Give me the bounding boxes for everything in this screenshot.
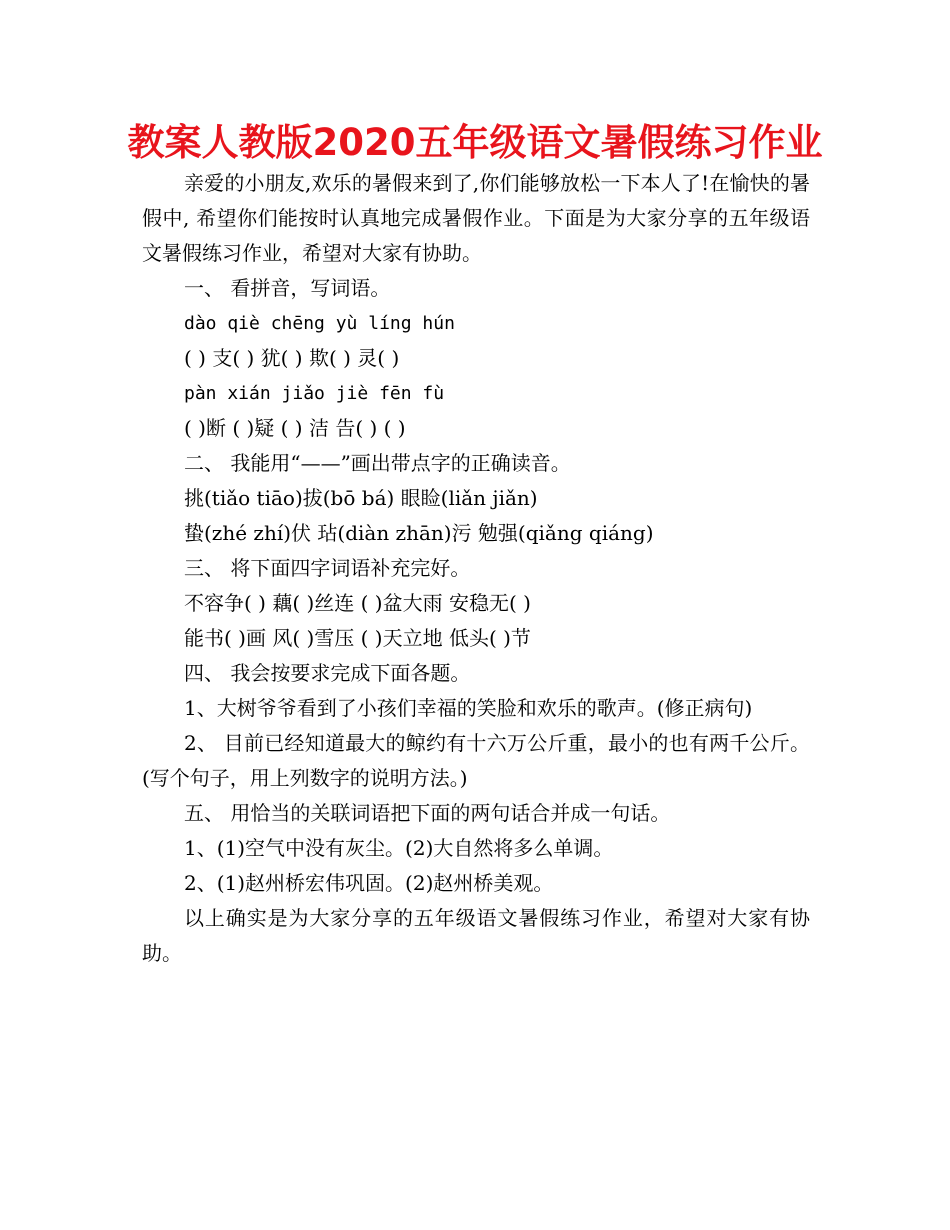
pinyin-line: dào qiè chēng yù líng hún	[184, 313, 455, 334]
exercise-paragraph: 2、 目前已经知道最大的鲸约有十六万公斤重，最小的也有两千公斤。(写个句子，用上列数字的说明方法。)	[142, 731, 810, 790]
exercise-line: 不容争( ) 藕( )丝连 ( )盆大雨 安稳无( )	[184, 591, 531, 615]
exercise-line: 2、(1)赵州桥宏伟巩固。(2)赵州桥美观。	[184, 871, 554, 895]
section-heading: 二、 我能用“——”画出带点字的正确读音。	[184, 451, 571, 475]
section-heading: 四、 我会按要求完成下面各题。	[184, 661, 471, 685]
section-heading: 三、 将下面四字词语补充完好。	[184, 556, 471, 580]
exercise-line: 挑(tiǎo tiāo)拔(bō bá) 眼睑(liǎn jiǎn)	[184, 486, 538, 510]
exercise-line: 1、大树爷爷看到了小孩们幸福的笑脸和欢乐的歌声。(修正病句)	[184, 696, 753, 720]
exercise-line: ( ) 支( ) 犹( ) 欺( ) 灵( )	[184, 346, 400, 370]
intro-paragraph: 亲爱的小朋友,欢乐的暑假来到了,你们能够放松一下本人了!在愉快的暑 假中, 希望你们能按时认真地完成暑假作业。下面是为大家分享的五年级语文暑假练习作业，希望对大家有协助。	[142, 171, 810, 265]
document-title: 教案人教版2020五年级语文暑假练习作业	[127, 121, 823, 164]
closing-paragraph: 以上确实是为大家分享的五年级语文暑假练习作业，希望对大家有协助。	[142, 906, 810, 965]
section-heading: 一、 看拼音，写词语。	[184, 276, 391, 300]
exercise-line: 1、(1)空气中没有灰尘。(2)大自然将多么单调。	[184, 836, 614, 860]
document-body	[142, 166, 810, 971]
section-heading: 五、 用恰当的关联词语把下面的两句话合并成一句话。	[184, 801, 671, 825]
pinyin-line: pàn xián jiǎo jiè fēn fù	[184, 383, 445, 404]
exercise-line: ( )断 ( )疑 ( ) 洁 告( ) ( )	[184, 416, 406, 440]
exercise-line: 能书( )画 风( )雪压 ( )天立地 低头( )节	[184, 626, 531, 650]
exercise-line: 蛰(zhé zhí)伏 玷(diàn zhān)污 勉强(qiǎng qiáng)	[184, 521, 654, 545]
